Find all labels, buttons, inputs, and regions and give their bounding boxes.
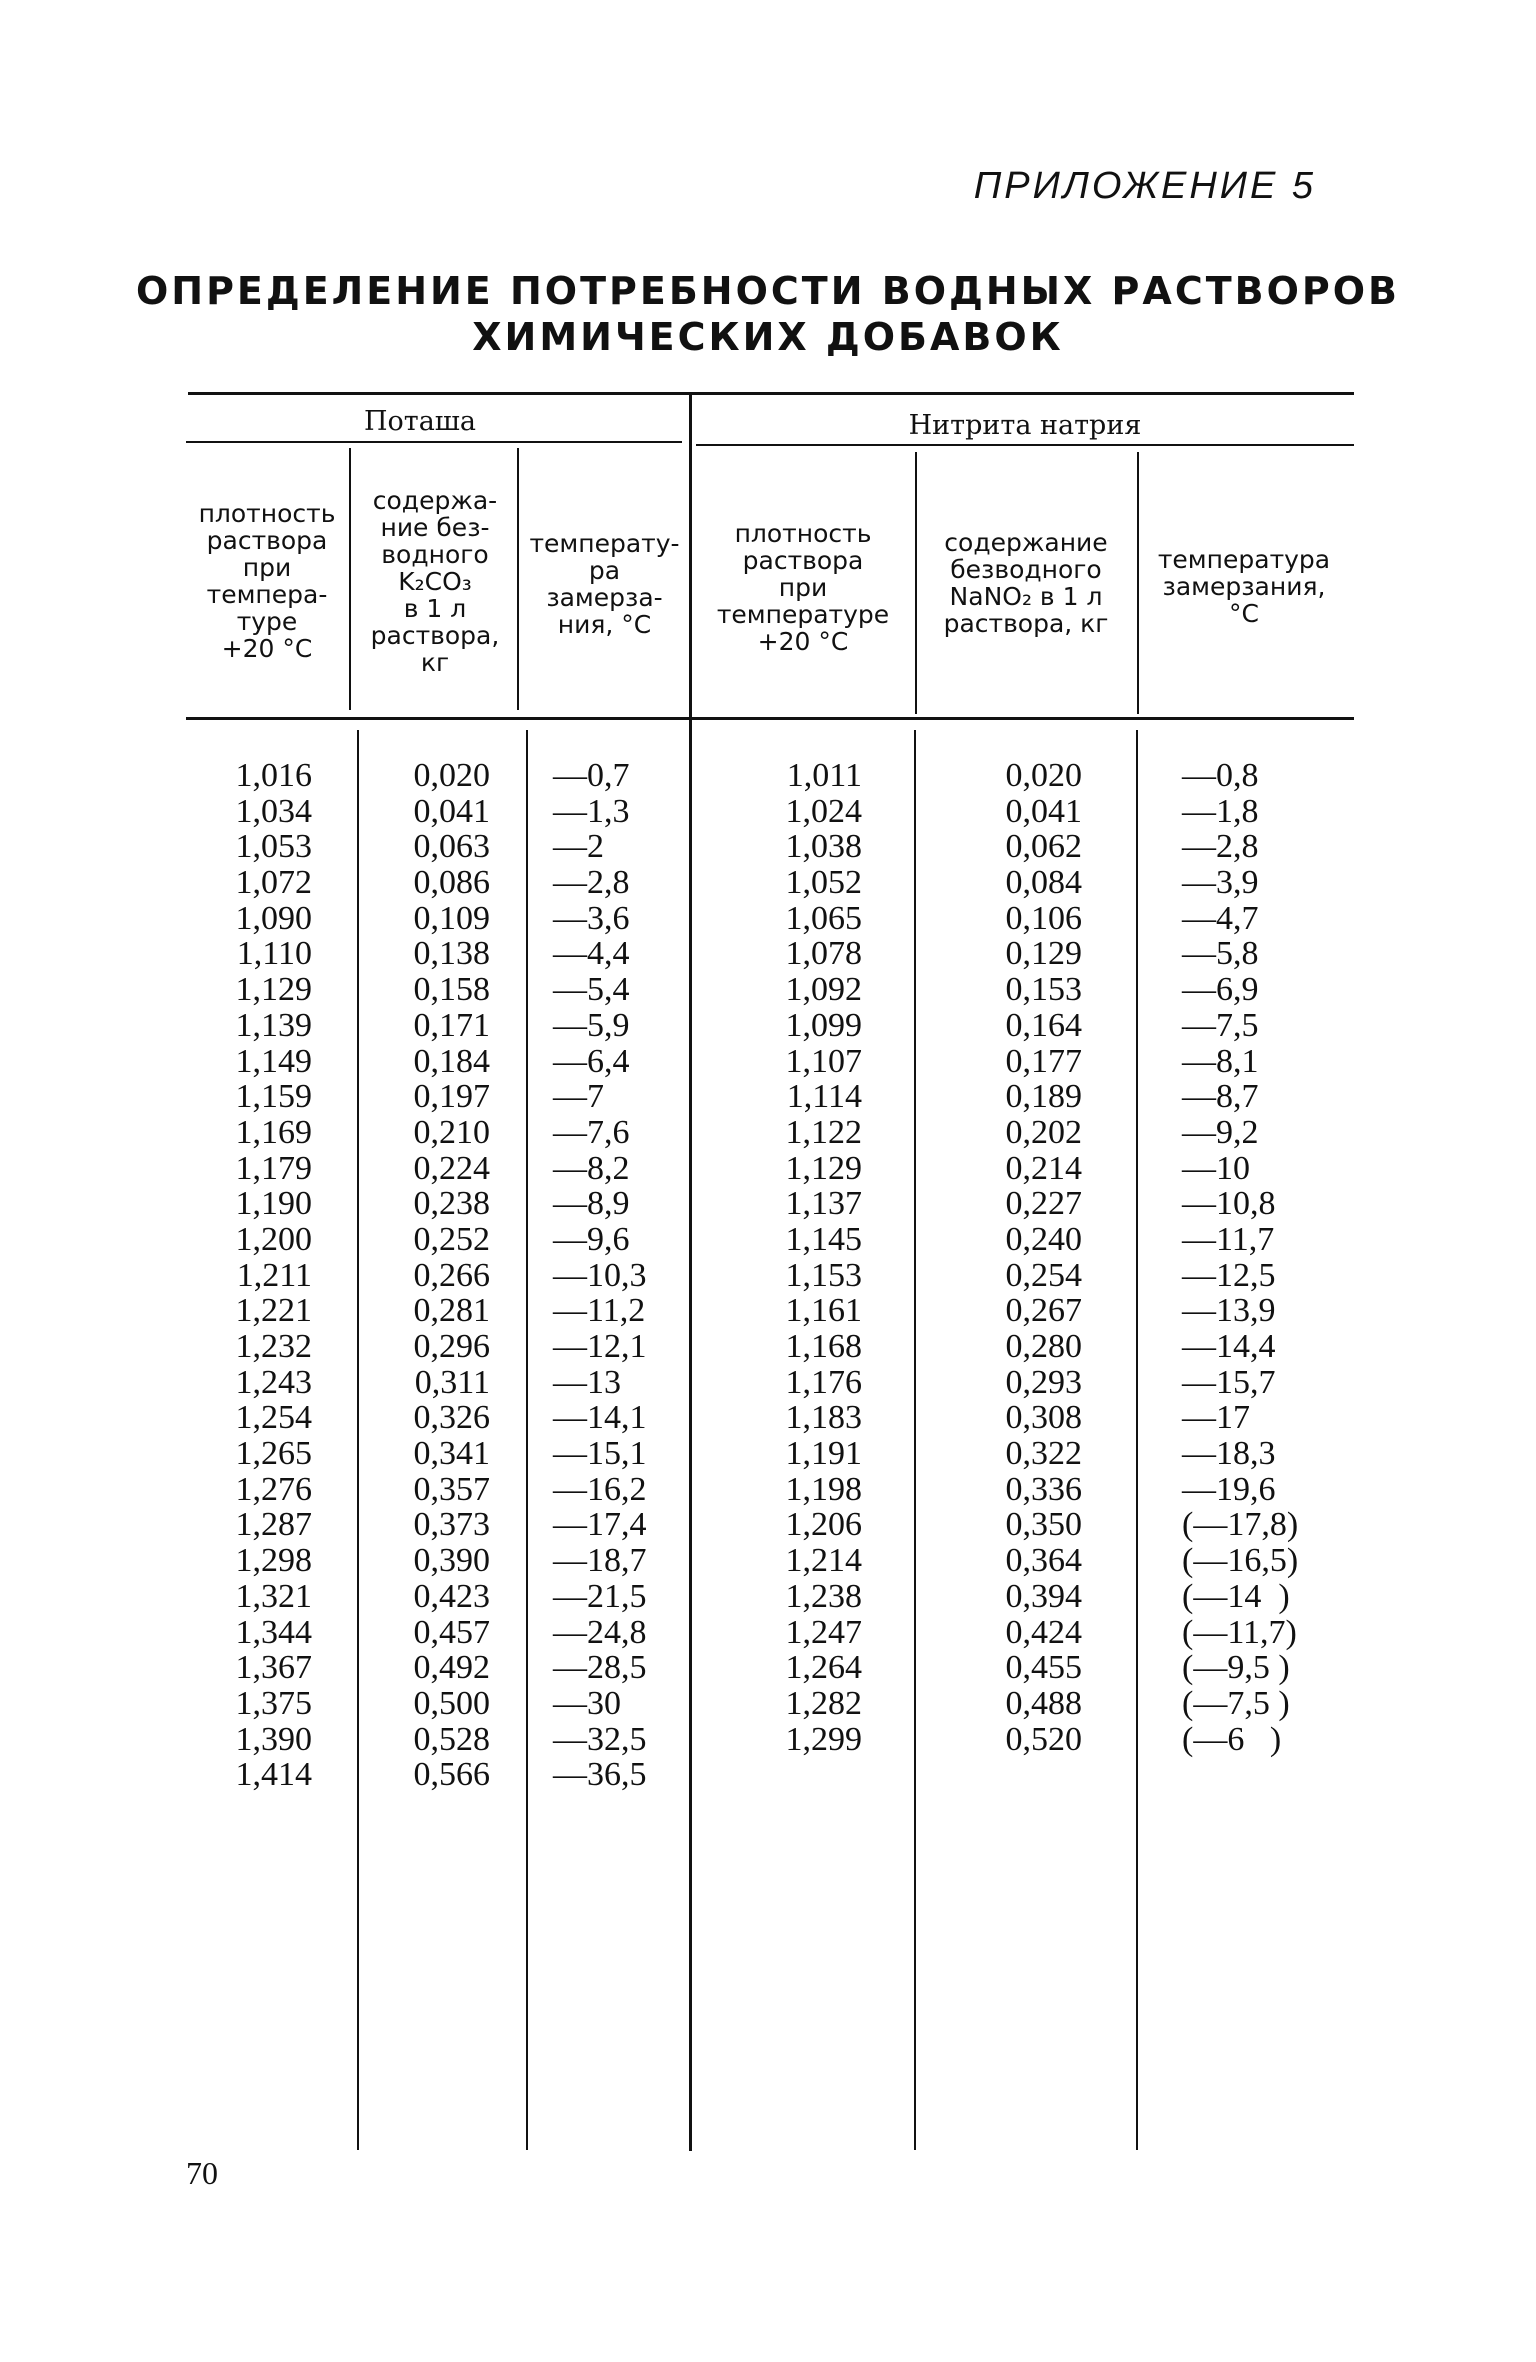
table-cell: —36,5 — [553, 1756, 647, 1794]
table-cell: 0,390 — [413, 1542, 490, 1580]
header-line: K₂CO₃ — [398, 567, 472, 596]
table-cell: —18,7 — [553, 1542, 647, 1580]
header-line: в 1 л — [403, 594, 467, 623]
table-cell: 0,227 — [1005, 1185, 1082, 1223]
table-cell: 1,129 — [235, 971, 312, 1009]
table-cell: 0,184 — [413, 1042, 490, 1080]
table-cell: 1,149 — [235, 1042, 312, 1080]
table-cell: —10,3 — [553, 1256, 647, 1294]
table-cell: 1,375 — [235, 1684, 312, 1722]
header-line: кг — [420, 648, 450, 677]
group-header-potash: Поташа — [363, 406, 477, 437]
table-cell: —4,4 — [553, 935, 630, 973]
table-cell: —2,8 — [553, 864, 630, 902]
divider-col1-col2-head — [349, 448, 351, 710]
table-cell: —13 — [553, 1363, 621, 1401]
header-line: ра — [588, 556, 621, 585]
header-line: NaNO₂ в 1 л — [949, 582, 1103, 611]
table-cell: —7,6 — [553, 1113, 630, 1151]
table-cell: 0,457 — [413, 1613, 490, 1651]
table-cell: 1,065 — [785, 899, 862, 937]
table-cell: 1,282 — [785, 1684, 862, 1722]
table-cell: 1,221 — [235, 1292, 312, 1330]
table-cell: 1,168 — [785, 1328, 862, 1365]
header-line: замерзания, — [1162, 572, 1326, 601]
divider-col1-col2 — [357, 730, 359, 2150]
table-cell: 0,041 — [413, 792, 490, 830]
table-cell: 1,191 — [785, 1435, 862, 1473]
table-cell: —24,8 — [553, 1613, 647, 1651]
table-cell: —1,8 — [1182, 792, 1259, 830]
table-cell: —5,9 — [553, 1006, 630, 1044]
column-potash-temp — [553, 758, 683, 1793]
table-cell: —30 — [553, 1684, 621, 1722]
table-cell: —8,1 — [1182, 1042, 1259, 1080]
table-cell: —7 — [553, 1078, 604, 1116]
table-cell: —8,7 — [1182, 1078, 1259, 1116]
table-cell: 1,139 — [235, 1006, 312, 1044]
table-cell: 0,322 — [1005, 1435, 1082, 1473]
table-cell: —4,7 — [1182, 899, 1259, 937]
table-cell: 1,092 — [785, 971, 862, 1009]
table-cell: —17,4 — [553, 1506, 647, 1544]
table-cell: 1,206 — [785, 1506, 862, 1544]
table-cell: 0,063 — [413, 828, 490, 866]
table-cell: —3,6 — [553, 899, 630, 937]
table-cell: —10,8 — [1182, 1185, 1276, 1223]
table-cell: —11,7 — [1182, 1220, 1275, 1258]
header-line: туре — [236, 607, 298, 636]
header-nitrite-density — [694, 520, 912, 655]
table-cell: 1,034 — [235, 792, 312, 830]
table-cell: 0,266 — [413, 1256, 490, 1294]
header-line: ние без- — [380, 513, 490, 542]
header-line: ния, °С — [557, 610, 652, 639]
header-line: +20 °С — [757, 627, 849, 656]
table-cell: 1,265 — [235, 1435, 312, 1473]
table-cell: 0,308 — [1005, 1399, 1082, 1437]
table-cell: 0,492 — [413, 1649, 490, 1687]
table-cell: 0,084 — [1005, 864, 1082, 902]
table-cell: 0,373 — [413, 1506, 490, 1544]
table-cell: 0,296 — [413, 1328, 490, 1365]
table-cell: —8,2 — [553, 1149, 630, 1187]
table-cell: 1,107 — [785, 1042, 862, 1080]
column-potash-density — [196, 758, 312, 1793]
table-cell: 1,159 — [235, 1078, 312, 1116]
table-cell: 0,020 — [1005, 757, 1082, 794]
table-cell: 0,189 — [1005, 1078, 1082, 1116]
appendix-label: ПРИЛОЖЕНИЕ 5 — [973, 165, 1316, 207]
table-cell: 1,247 — [785, 1613, 862, 1651]
table-cell: —3,9 — [1182, 864, 1259, 902]
table-cell: —2,8 — [1182, 828, 1259, 866]
divider-col5-col6-head — [1137, 452, 1139, 714]
table-cell: 0,280 — [1005, 1328, 1082, 1365]
table-cell: 1,038 — [785, 828, 862, 866]
table-cell: 0,238 — [413, 1185, 490, 1223]
table-cell: 1,243 — [235, 1363, 312, 1401]
table-cell: 0,138 — [413, 935, 490, 973]
table-cell: —18,3 — [1182, 1435, 1276, 1473]
table-cell: 1,011 — [786, 757, 862, 794]
header-potash-density — [192, 500, 342, 662]
table-cell: 1,299 — [785, 1720, 862, 1758]
table-cell: 1,254 — [235, 1399, 312, 1437]
table-cell: 0,177 — [1005, 1042, 1082, 1080]
table-cell: —9,6 — [553, 1220, 630, 1258]
table-cell: 0,062 — [1005, 828, 1082, 866]
table-cell: (—9,5 ) — [1182, 1649, 1290, 1687]
header-line: водного — [381, 540, 489, 569]
divider-col2-col3 — [526, 730, 528, 2150]
table-cell: 0,109 — [413, 899, 490, 937]
table-cell: 0,214 — [1005, 1149, 1082, 1187]
page-title — [0, 268, 1536, 360]
table-cell: 1,344 — [235, 1613, 312, 1651]
divider-col5-col6 — [1136, 730, 1138, 2150]
table-cell: 1,145 — [785, 1220, 862, 1258]
table-cell: 0,311 — [414, 1363, 490, 1401]
table-cell: 0,197 — [413, 1078, 490, 1116]
table-cell: 1,153 — [785, 1256, 862, 1294]
table-cell: —16,2 — [553, 1470, 647, 1508]
divider-potash-nitrite — [689, 394, 692, 2151]
table-cell: 0,210 — [413, 1113, 490, 1151]
table-cell: (—14 ) — [1182, 1577, 1290, 1615]
header-line: безводного — [950, 555, 1102, 584]
table-cell: 1,078 — [785, 935, 862, 973]
table-cell: 1,110 — [236, 935, 312, 973]
table-cell: 1,052 — [785, 864, 862, 902]
table-cell: 1,122 — [785, 1113, 862, 1151]
table-cell: (—11,7) — [1182, 1613, 1297, 1651]
table-cell: 0,341 — [413, 1435, 490, 1473]
table-cell: —9,2 — [1182, 1113, 1259, 1151]
table-cell: 0,364 — [1005, 1542, 1082, 1580]
table-cell: (—7,5 ) — [1182, 1684, 1290, 1722]
table-cell: —28,5 — [553, 1649, 647, 1687]
table-cell: 1,190 — [235, 1185, 312, 1223]
table-cell: 1,183 — [785, 1399, 862, 1437]
divider-col4-col5 — [914, 730, 916, 2150]
table-cell: 0,394 — [1005, 1577, 1082, 1615]
table-cell: 0,224 — [413, 1149, 490, 1187]
column-potash-content — [372, 758, 490, 1793]
table-cell: 1,238 — [785, 1577, 862, 1615]
header-line: плотность — [734, 519, 872, 548]
table-cell: (—16,5) — [1182, 1542, 1299, 1580]
table-cell: (—6 ) — [1182, 1720, 1282, 1758]
table-cell: —13,9 — [1182, 1292, 1276, 1330]
header-line: +20 °С — [221, 634, 313, 663]
column-nitrite-temp — [1182, 758, 1332, 1757]
table-cell: 1,198 — [785, 1470, 862, 1508]
header-potash-temp — [522, 530, 687, 638]
divider-col2-col3-head — [517, 448, 519, 710]
table-cell: 1,264 — [785, 1649, 862, 1687]
table-cell: —14,1 — [553, 1399, 647, 1437]
header-line: раствора, кг — [943, 609, 1109, 638]
table-cell: 0,164 — [1005, 1006, 1082, 1044]
header-line: содержание — [944, 528, 1108, 557]
table-cell: 1,090 — [235, 899, 312, 937]
table-cell: —5,8 — [1182, 935, 1259, 973]
header-line: при — [242, 553, 292, 582]
title-line-2: ХИМИЧЕСКИХ ДОБАВОК — [472, 315, 1064, 359]
table-top-rule — [188, 392, 1354, 395]
table-cell: (—17,8) — [1182, 1506, 1299, 1544]
table-cell: —17 — [1182, 1399, 1250, 1437]
header-line: раствора — [206, 526, 328, 555]
table-cell: 0,424 — [1005, 1613, 1082, 1651]
table-cell: 0,202 — [1005, 1113, 1082, 1151]
table-cell: 0,254 — [1005, 1256, 1082, 1294]
table-cell: —5,4 — [553, 971, 630, 1009]
header-line: температура — [1157, 545, 1331, 574]
column-nitrite-content — [960, 758, 1082, 1757]
table-cell: 1,016 — [235, 757, 312, 794]
table-cell: 1,414 — [235, 1756, 312, 1794]
table-cell: 1,072 — [235, 864, 312, 902]
table-cell: —8,9 — [553, 1185, 630, 1223]
table-cell: 1,211 — [236, 1256, 312, 1294]
header-line: замерза- — [546, 583, 663, 612]
table-cell: —19,6 — [1182, 1470, 1276, 1508]
table-cell: 0,357 — [413, 1470, 490, 1508]
header-line: раствора, — [370, 621, 500, 650]
table-cell: 1,298 — [235, 1542, 312, 1580]
table-cell: 0,240 — [1005, 1220, 1082, 1258]
table-cell: 1,161 — [785, 1292, 862, 1330]
table-cell: 1,137 — [785, 1185, 862, 1223]
table-cell: —0,8 — [1182, 757, 1259, 794]
header-line: темпера- — [206, 580, 328, 609]
table-cell: 0,423 — [413, 1577, 490, 1615]
table-cell: 0,520 — [1005, 1720, 1082, 1758]
table-cell: 0,293 — [1005, 1363, 1082, 1401]
group-rule-potash — [186, 441, 682, 443]
table-cell: 1,390 — [235, 1720, 312, 1758]
table-cell: —6,9 — [1182, 971, 1259, 1009]
group-rule-nitrite — [696, 444, 1354, 446]
table-cell: 0,455 — [1005, 1649, 1082, 1687]
table-cell: —14,4 — [1182, 1328, 1276, 1365]
table-cell: —15,7 — [1182, 1363, 1276, 1401]
table-cell: —10 — [1182, 1149, 1250, 1187]
header-line: содержа- — [372, 486, 498, 515]
header-line: раствора — [742, 546, 864, 575]
table-cell: —1,3 — [553, 792, 630, 830]
table-cell: 1,114 — [786, 1078, 862, 1116]
table-cell: 1,024 — [785, 792, 862, 830]
table-cell: 0,566 — [413, 1756, 490, 1794]
table-cell: —12,1 — [553, 1328, 647, 1365]
header-nitrite-temp — [1140, 546, 1348, 627]
table-cell: 0,153 — [1005, 971, 1082, 1009]
table-cell: —12,5 — [1182, 1256, 1276, 1294]
header-line: при — [778, 573, 828, 602]
table-cell: 0,252 — [413, 1220, 490, 1258]
header-bottom-rule — [186, 717, 1354, 720]
table-cell: 1,287 — [235, 1506, 312, 1544]
table-cell: —2 — [553, 828, 604, 866]
table-cell: 0,500 — [413, 1684, 490, 1722]
table-cell: 0,106 — [1005, 899, 1082, 937]
table-cell: 1,321 — [235, 1577, 312, 1615]
table-cell: 1,099 — [785, 1006, 862, 1044]
table-cell: —6,4 — [553, 1042, 630, 1080]
table-cell: 0,086 — [413, 864, 490, 902]
column-nitrite-density — [740, 758, 862, 1757]
header-potash-content — [354, 487, 516, 676]
header-line: температуре — [716, 600, 890, 629]
table-cell: —11,2 — [553, 1292, 646, 1330]
table-cell: 1,129 — [785, 1149, 862, 1187]
divider-col4-col5-head — [915, 452, 917, 714]
table-cell: —21,5 — [553, 1577, 647, 1615]
table-cell: 0,488 — [1005, 1684, 1082, 1722]
table-cell: 0,129 — [1005, 935, 1082, 973]
table-cell: 0,171 — [413, 1006, 490, 1044]
table-cell: —32,5 — [553, 1720, 647, 1758]
table-cell: 0,158 — [413, 971, 490, 1009]
table-cell: 1,214 — [785, 1542, 862, 1580]
table-cell: 1,179 — [235, 1149, 312, 1187]
table-cell: 0,281 — [413, 1292, 490, 1330]
table-cell: 0,350 — [1005, 1506, 1082, 1544]
title-line-1: ОПРЕДЕЛЕНИЕ ПОТРЕБНОСТИ ВОДНЫХ РАСТВОРОВ — [135, 269, 1401, 313]
table-cell: 1,176 — [785, 1363, 862, 1401]
table-cell: 0,267 — [1005, 1292, 1082, 1330]
header-nitrite-content — [918, 529, 1134, 637]
table-cell: —0,7 — [553, 757, 630, 794]
table-cell: 1,169 — [235, 1113, 312, 1151]
table-cell: 0,528 — [413, 1720, 490, 1758]
group-header-nitrite: Нитрита натрия — [908, 410, 1142, 441]
table-cell: 0,020 — [413, 757, 490, 794]
table-cell: 1,232 — [235, 1328, 312, 1365]
table-cell: 0,041 — [1005, 792, 1082, 830]
table-cell: 0,326 — [413, 1399, 490, 1437]
table-cell: 1,053 — [235, 828, 312, 866]
page-number: 70 — [186, 2155, 218, 2191]
header-line: температу- — [529, 529, 680, 558]
header-line: плотность — [198, 499, 336, 528]
header-line: °С — [1229, 599, 1259, 628]
table-cell: 0,336 — [1005, 1470, 1082, 1508]
table-cell: 1,367 — [235, 1649, 312, 1687]
table-cell: 1,276 — [235, 1470, 312, 1508]
table-cell: —7,5 — [1182, 1006, 1259, 1044]
table-cell: —15,1 — [553, 1435, 647, 1473]
table-cell: 1,200 — [235, 1220, 312, 1258]
